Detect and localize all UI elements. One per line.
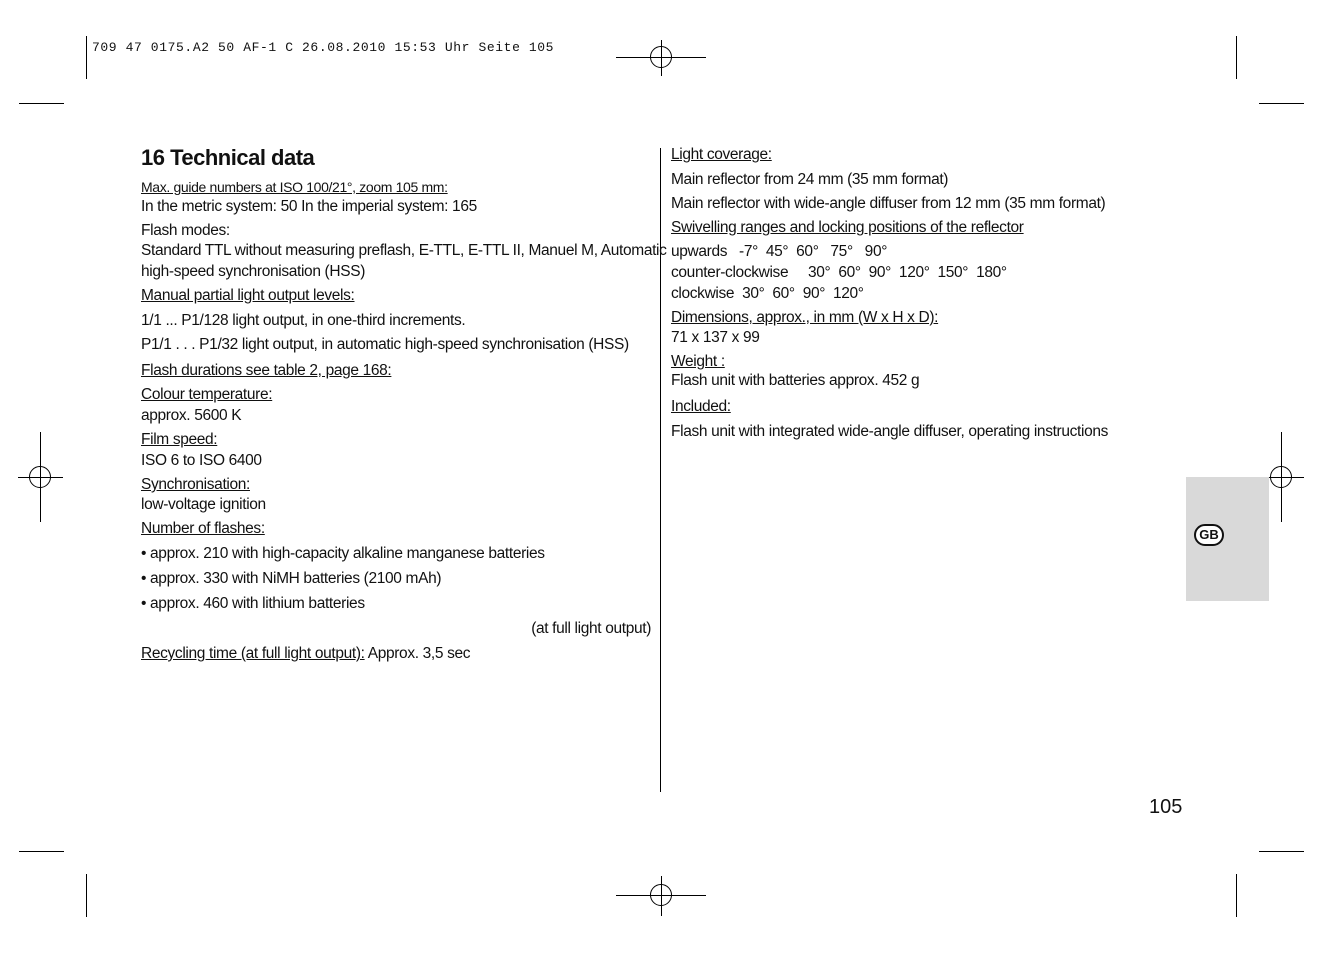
page-title: 16 Technical data — [141, 145, 315, 170]
recycling-time-heading: Recycling time (at full light output): — [141, 645, 365, 662]
list-item: • approx. 210 with high-capacity alkaline manganese batteries — [141, 545, 545, 562]
crop-mark — [1236, 36, 1237, 79]
crop-mark — [19, 851, 64, 852]
crop-mark — [1259, 103, 1304, 104]
crop-mark — [86, 874, 87, 917]
print-header: 709 47 0175.A2 50 AF-1 C 26.08.2010 15:53 Uhr Seite 105 — [92, 40, 555, 55]
dimensions-heading: Dimensions, approx., in mm (W x H x D): — [671, 309, 939, 326]
guide-numbers-value: In the metric system: 50 In the imperial system: 165 — [141, 198, 477, 215]
included-value: Flash unit with integrated wide-angle diffuser, operating instructions — [671, 423, 1109, 440]
swivel-counter-clockwise: counter-clockwise 30° 60° 90° 120° 150° 180° — [671, 264, 1007, 281]
film-speed-heading: Film speed: — [141, 431, 218, 448]
list-item: • approx. 330 with NiMH batteries (2100 mAh) — [141, 570, 442, 587]
number-of-flashes-heading: Number of flashes: — [141, 520, 265, 537]
list-item: • approx. 460 with lithium batteries — [141, 595, 365, 612]
crop-mark — [19, 103, 64, 104]
flash-modes-heading: Flash modes: — [141, 222, 230, 239]
swivel-heading: Swivelling ranges and locking positions of the reflector — [671, 219, 1024, 236]
synchronisation-value: low-voltage ignition — [141, 496, 266, 513]
flash-modes-line: Standard TTL without measuring preflash, E-TTL, E-TTL II, Manuel M, Automatic — [141, 242, 667, 259]
colour-temperature-heading: Colour temperature: — [141, 386, 273, 403]
swivel-clockwise: clockwise 30° 60° 90° 120° — [671, 285, 864, 302]
included-heading: Included: — [671, 398, 731, 415]
light-coverage-line: Main reflector from 24 mm (35 mm format) — [671, 171, 949, 188]
partial-output-line: 1/1 ... P1/128 light output, in one-third increments. — [141, 312, 466, 329]
weight-value: Flash unit with batteries approx. 452 g — [671, 372, 920, 389]
partial-output-heading: Manual partial light output levels: — [141, 287, 355, 304]
synchronisation-heading: Synchronisation: — [141, 476, 250, 493]
light-coverage-line: Main reflector with wide-angle diffuser from 12 mm (35 mm format) — [671, 195, 1106, 212]
page-number: 105 — [1149, 796, 1183, 818]
flash-durations-ref: Flash durations see table 2, page 168: — [141, 362, 392, 379]
crop-mark — [86, 36, 87, 79]
partial-output-line: P1/1 . . . P1/32 light output, in automatic high-speed synchronisation (HSS) — [141, 336, 629, 353]
film-speed-value: ISO 6 to ISO 6400 — [141, 452, 262, 469]
crop-mark — [1236, 874, 1237, 917]
flash-modes-line: high-speed synchronisation (HSS) — [141, 263, 366, 280]
dimensions-value: 71 x 137 x 99 — [671, 329, 760, 346]
recycling-time-value: Approx. 3,5 sec — [364, 645, 471, 662]
full-output-note: (at full light output) — [531, 620, 651, 637]
swivel-upwards: upwards -7° 45° 60° 75° 90° — [671, 243, 888, 260]
recycling-time — [141, 644, 470, 664]
language-badge: GB — [1194, 524, 1224, 546]
guide-numbers-heading: Max. guide numbers at ISO 100/21°, zoom 105 mm: — [141, 179, 448, 195]
colour-temperature-value: approx. 5600 K — [141, 407, 242, 424]
crop-mark — [1259, 851, 1304, 852]
light-coverage-heading: Light coverage: — [671, 146, 772, 163]
weight-heading: Weight : — [671, 353, 725, 370]
